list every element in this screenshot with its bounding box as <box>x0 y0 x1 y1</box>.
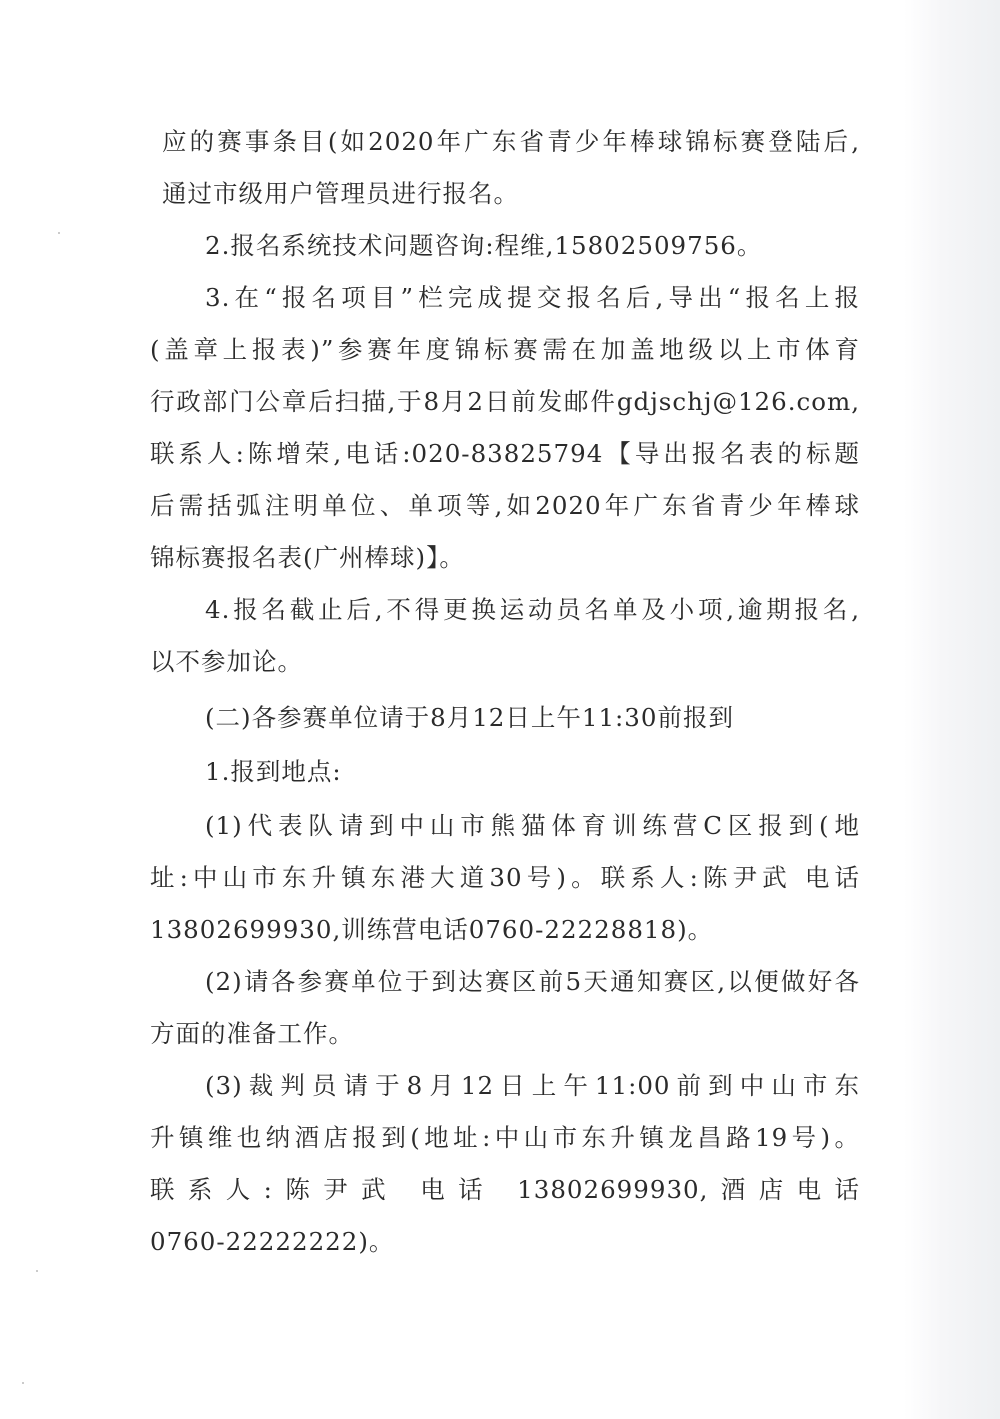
paragraph-line: 方面的准备工作。 <box>150 1019 354 1048</box>
paragraph-line: (盖章上报表)”参赛年度锦标赛需在加盖地级以上市体育 <box>150 335 860 364</box>
paragraph-line: 后需括弧注明单位、单项等,如2020年广东省青少年棒球 <box>150 491 860 520</box>
paragraph-line: 0760-22222222)。 <box>150 1227 395 1256</box>
paragraph-line: 以不参加论。 <box>150 647 303 676</box>
paragraph-line: 升镇维也纳酒店报到(地址:中山市东升镇龙昌路19号)。 <box>150 1123 860 1152</box>
paragraph-line: (1)代表队请到中山市熊猫体育训练营C区报到(地 <box>205 811 860 840</box>
paragraph-line: 址:中山市东升镇东港大道30号)。联系人:陈尹武 电话 <box>150 863 860 892</box>
paragraph-line: (2)请各参赛单位于到达赛区前5天通知赛区,以便做好各 <box>205 967 860 996</box>
paragraph-line: 行政部门公章后扫描,于8月2日前发邮件gdjschj@126.com, <box>150 387 860 416</box>
paragraph-line: 2.报名系统技术问题咨询:程维,15802509756。 <box>205 231 763 260</box>
paragraph-line: (3)裁判员请于8月12日上午11:00前到中山市东 <box>205 1071 860 1100</box>
page-edge-shadow <box>904 0 1000 1419</box>
scan-speck <box>58 232 60 234</box>
paragraph-line: 联系人:陈尹武 电话 13802699930,酒店电话 <box>150 1175 860 1204</box>
paragraph-line: 13802699930,训练营电话0760-22228818)。 <box>150 915 714 944</box>
paragraph-line: 应的赛事条目(如2020年广东省青少年棒球锦标赛登陆后, <box>162 127 860 156</box>
section-heading: (二)各参赛单位请于8月12日上午11:30前报到 <box>205 703 734 732</box>
scan-speck <box>36 1270 38 1272</box>
paragraph-line: 锦标赛报名表(广州棒球)】。 <box>150 543 465 572</box>
paragraph-line: 1.报到地点: <box>205 757 342 786</box>
scan-speck <box>22 1382 24 1384</box>
paragraph-line: 联系人:陈增荣,电话:020-83825794【导出报名表的标题 <box>150 439 860 468</box>
paragraph-line: 通过市级用户管理员进行报名。 <box>162 179 519 208</box>
paragraph-line: 4.报名截止后,不得更换运动员名单及小项,逾期报名, <box>205 595 860 624</box>
paragraph-line: 3.在“报名项目”栏完成提交报名后,导出“报名上报 <box>205 283 860 312</box>
